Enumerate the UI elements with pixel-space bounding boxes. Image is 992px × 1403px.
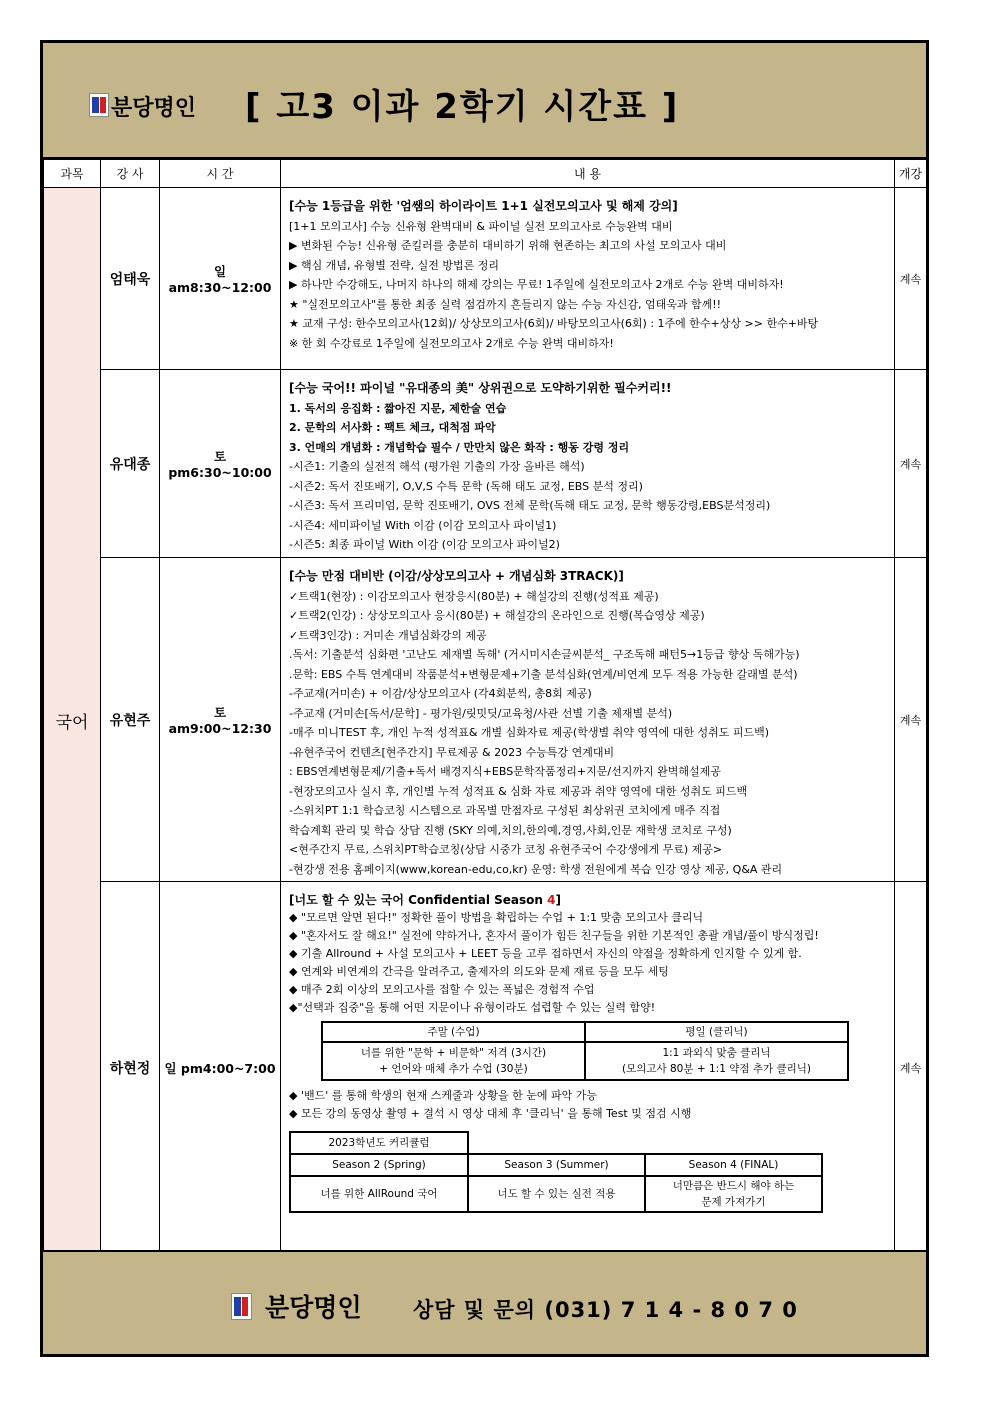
content-line: ◆"선택과 집중"을 통해 어떤 지문이나 유형이라도 섭렵할 수 있는 실력 함양! [289,1001,656,1014]
content-line: ★ 교재 구성: 한수모의고사(12회)/ 상상모의고사(6회)/ 바탕모의고사(6회) : 1주에 한수+상상 >> 한수+바탕 [289,317,819,330]
status-badge: 계속 [895,882,927,1254]
col-content: 내 용 [281,160,895,188]
content-line: -현강생 전용 홈페이지(www,korean-edu,co,kr) 운영: 학생 전원에게 복습 인강 영상 제공, Q&A 관리 [289,862,783,876]
contact-info: 상담 및 문의 (031) 7 1 4 - 8 0 7 0 [413,1298,798,1322]
content-line: ※ 한 회 수강료로 1주일에 실전모의고사 2개로 수능 완벽 대비하자! [289,336,614,350]
content-line: ◆ "모르면 알면 된다!" 정확한 풀이 방법을 확립하는 수업 + 1:1 맞춤 모의고사 클리닉 [289,911,704,924]
footer-brand: 분당명인 [265,1293,362,1322]
table-row [44,558,927,882]
curriculum-season: Season 3 (Summer) [468,1154,645,1176]
content-line: -주교재 (거미손[독서/문학] - 평가원/릿밋딧/교육청/사관 선별 기출 제재별 분석) [289,706,673,720]
content-line: 2. 문학의 서사화 : 팩트 체크, 대척점 파악 [289,421,496,434]
col-subject: 과목 [44,160,101,188]
course-content [281,882,895,1254]
curriculum-detail-line: 문제 가져가기 [701,1196,766,1208]
content-line: ★ "실전모의고사"를 통한 최종 실력 점검까지 흔들리지 않는 수능 자신감, 엄태욱과 함께!! [289,297,722,311]
content-line: -주교재(거미손) + 이감/상상모의고사 (각4회분씩, 총8회 제공) [289,687,592,700]
status-badge: 계속 [895,370,927,558]
timetable-page [40,40,929,1357]
teacher-name: 유대종 [101,370,160,558]
class-time: 일 pm4:00~7:00 [160,882,281,1254]
content-line: -시즌2: 독서 진또배기, O,V,S 수특 문학 (독해 태도 교정, EBS 분석 정리) [289,479,643,493]
content-line: ✓트랙1(현장) : 이감모의고사 현장응시(80분) + 해설강의 진행(성적표 제공) [289,589,659,603]
content-line: ✓트랙3인강) : 거미손 개념심화강의 제공 [289,628,487,642]
schedule-table [43,159,927,1254]
class-time: 토 am9:00~12:30 [160,558,281,882]
header-brand: 분당명인 [111,96,197,121]
content-line: ▶ 변화된 수능! 신유형 준킬러를 충분히 대비하기 위해 현존하는 최고의 사설 모의고사 대비 [289,239,727,252]
header-band [43,43,926,159]
schedule-header-weekend: 주말 (수업) [322,1022,585,1042]
curriculum-season: Season 2 (Spring) [290,1154,468,1176]
course-heading: [수능 만점 대비반 (이감/상상모의고사 + 개념심화 3TRACK)] [289,569,624,583]
col-teacher: 강 사 [101,160,160,188]
teacher-name: 하현정 [101,882,160,1254]
table-row [44,370,927,558]
content-line: ▶ 하나만 수강해도, 나머지 하나의 해제 강의는 무료! 1주일에 실전모의고사 2개로 수능 완벽 대비하자! [289,278,784,291]
content-line: 1. 독서의 응집화 : 짧아진 지문, 제한술 연습 [289,401,507,415]
season-number: 4 [547,893,556,907]
content-line: .문학: EBS 수특 연계대비 작품분석+변형문제+기출 분석심화(연계/비연계 모두 적용 가능한 갈래별 분석) [289,667,798,681]
content-line: : EBS연계변형문제/기출+독서 배경지식+EBS문학작품정리+지문/선지까지 완벽해설제공 [289,765,721,778]
curriculum-detail: 너도 할 수 있는 실전 적용 [468,1176,645,1212]
col-status: 개강 [895,160,927,188]
content-line: ◆ 기출 Allround + 사설 모의고사 + LEET 등을 고루 접하면서 자신의 약점을 정확하게 인지할 수 있게 함. [289,947,802,960]
brand-logo-icon [231,1293,252,1320]
schedule-line: 너를 위한 "문학 + 비문학" 저격 (3시간) [360,1047,547,1059]
content-line: -현장모의고사 실시 후, 개인별 누적 성적표 & 심화 자료 제공과 취약 영역에 대한 성취도 피드백 [289,784,748,798]
content-line: ◆ 연계와 비연계의 간극을 알려주고, 출제자의 의도와 문제 재료 등을 모두 세팅 [289,965,669,978]
content-line: ◆ '밴드' 를 통해 학생의 현재 스케줄과 상황을 한 눈에 파악 가능 [289,1089,597,1102]
content-line: -시즌1: 기출의 실전적 해석 (평가원 기출의 가장 올바른 해석) [289,460,585,473]
content-line: -매주 미니TEST 후, 개인 누적 성적표& 개별 심화자료 제공(학생별 취약 영역에 대한 성취도 피드백) [289,726,769,739]
course-heading: [수능 1등급을 위한 '엄쌤의 하이라이트 1+1 실전모의고사 및 해제 강의] [289,199,678,213]
schedule-weekend-cell [322,1042,585,1080]
curriculum-label: 2023학년도 커리큘럼 [290,1132,468,1154]
content-line: -유현주국어 컨텐츠[현주간지] 무료제공 & 2023 수능특강 연계대비 [289,745,615,759]
course-heading [289,891,889,909]
heading-prefix: [너도 할 수 있는 국어 Confidential Season [289,893,548,907]
content-line: -시즌3: 독서 프리미엄, 문학 진또배기, OVS 전체 문학(독해 태도 교정, 문학 행동강령,EBS분석정리) [289,499,771,512]
status-badge: 계속 [895,188,927,370]
schedule-header-weekday: 평일 (클리닉) [585,1022,848,1042]
content-line: -스위치PT 1:1 학습코칭 시스템으로 과목별 만점자로 구성된 최상위권 코치에게 매주 직접 [289,804,721,817]
subject-cell: 국어 [44,188,101,1254]
course-content [281,370,895,558]
curriculum-detail [645,1176,822,1212]
content-line: ◆ "혼자서도 잘 해요!" 실전에 약하거나, 혼자서 풀이가 힘든 친구들을 위한 기본적인 총괄 개념/풀이 방식정립! [289,929,819,942]
content-line: -시즌4: 세미파이널 With 이감 (이감 모의고사 파이널1) [289,518,557,532]
schedule-line: (모의고사 80분 + 1:1 약점 추가 클리닉) [622,1063,811,1075]
content-line: [1+1 모의고사] 수능 신유형 완벽대비 & 파이널 실전 모의고사로 수능완벽 대비 [289,219,673,233]
table-row [44,188,927,370]
class-time: 일 am8:30~12:00 [160,188,281,370]
status-badge: 계속 [895,558,927,882]
footer-band [43,1250,926,1354]
content-line: -시즌5: 최종 파이널 With 이감 (이감 모의고사 파이널2) [289,538,560,551]
curriculum-detail: 너를 위한 AllRound 국어 [290,1176,468,1212]
content-line: ◆ 모든 강의 동영상 촬영 + 결석 시 영상 대체 후 '클리닉' 을 통해 Test 및 점검 시행 [289,1107,692,1120]
curriculum-season: Season 4 (FINAL) [645,1154,822,1176]
course-heading: [수능 국어!! 파이널 "유대종의 美" 상위권으로 도약하기위한 필수커리!! [289,381,672,395]
course-content [281,558,895,882]
course-content [281,188,895,370]
content-line: 학습계획 관리 및 학습 상담 진행 (SKY 의예,치의,한의예,경영,사회,인문 재학생 코치로 구성) [289,823,732,837]
content-line: .독서: 기출분석 심화편 '고난도 제재별 독해' (거시미시손글씨분석_ 구조독해 패턴5→1등급 향상 독해가능) [289,648,800,661]
schedule-line: + 언어와 매체 추가 수업 (30분) [379,1063,528,1075]
content-line: ▶ 핵심 개념, 유형별 전략, 실전 방법론 정리 [289,258,499,272]
brand-logo-icon [89,93,109,117]
table-header-row [44,160,927,188]
col-time: 시 간 [160,160,281,188]
teacher-name: 엄태욱 [101,188,160,370]
curriculum-detail-line: 너만큼은 반드시 해야 하는 [672,1180,795,1192]
class-time: 토 pm6:30~10:00 [160,370,281,558]
table-row [44,882,927,1254]
heading-suffix: ] [555,893,561,907]
content-line: <현주간지 무료, 스위치PT학습코칭(상담 시중가 코칭 유현주국어 수강생에게 무료) 제공> [289,843,723,856]
schedule-line: 1:1 과외식 맞춤 클리닉 [662,1047,771,1059]
content-line: ◆ 매주 2회 이상의 모의고사를 접할 수 있는 폭넓은 경험적 수업 [289,983,595,996]
weekly-schedule-table [321,1021,849,1081]
content-line: 3. 언매의 개념화 : 개념학습 필수 / 만만치 않은 화작 : 행동 강령 정리 [289,440,630,454]
page-title: [ 고3 이과 2학기 시간표 ] [245,87,680,127]
curriculum-table [289,1131,823,1213]
teacher-name: 유현주 [101,558,160,882]
schedule-weekday-cell [585,1042,848,1080]
content-line: ✓트랙2(인강) : 상상모의고사 응시(80분) + 해설강의 온라인으로 진행(복습영상 제공) [289,609,705,622]
